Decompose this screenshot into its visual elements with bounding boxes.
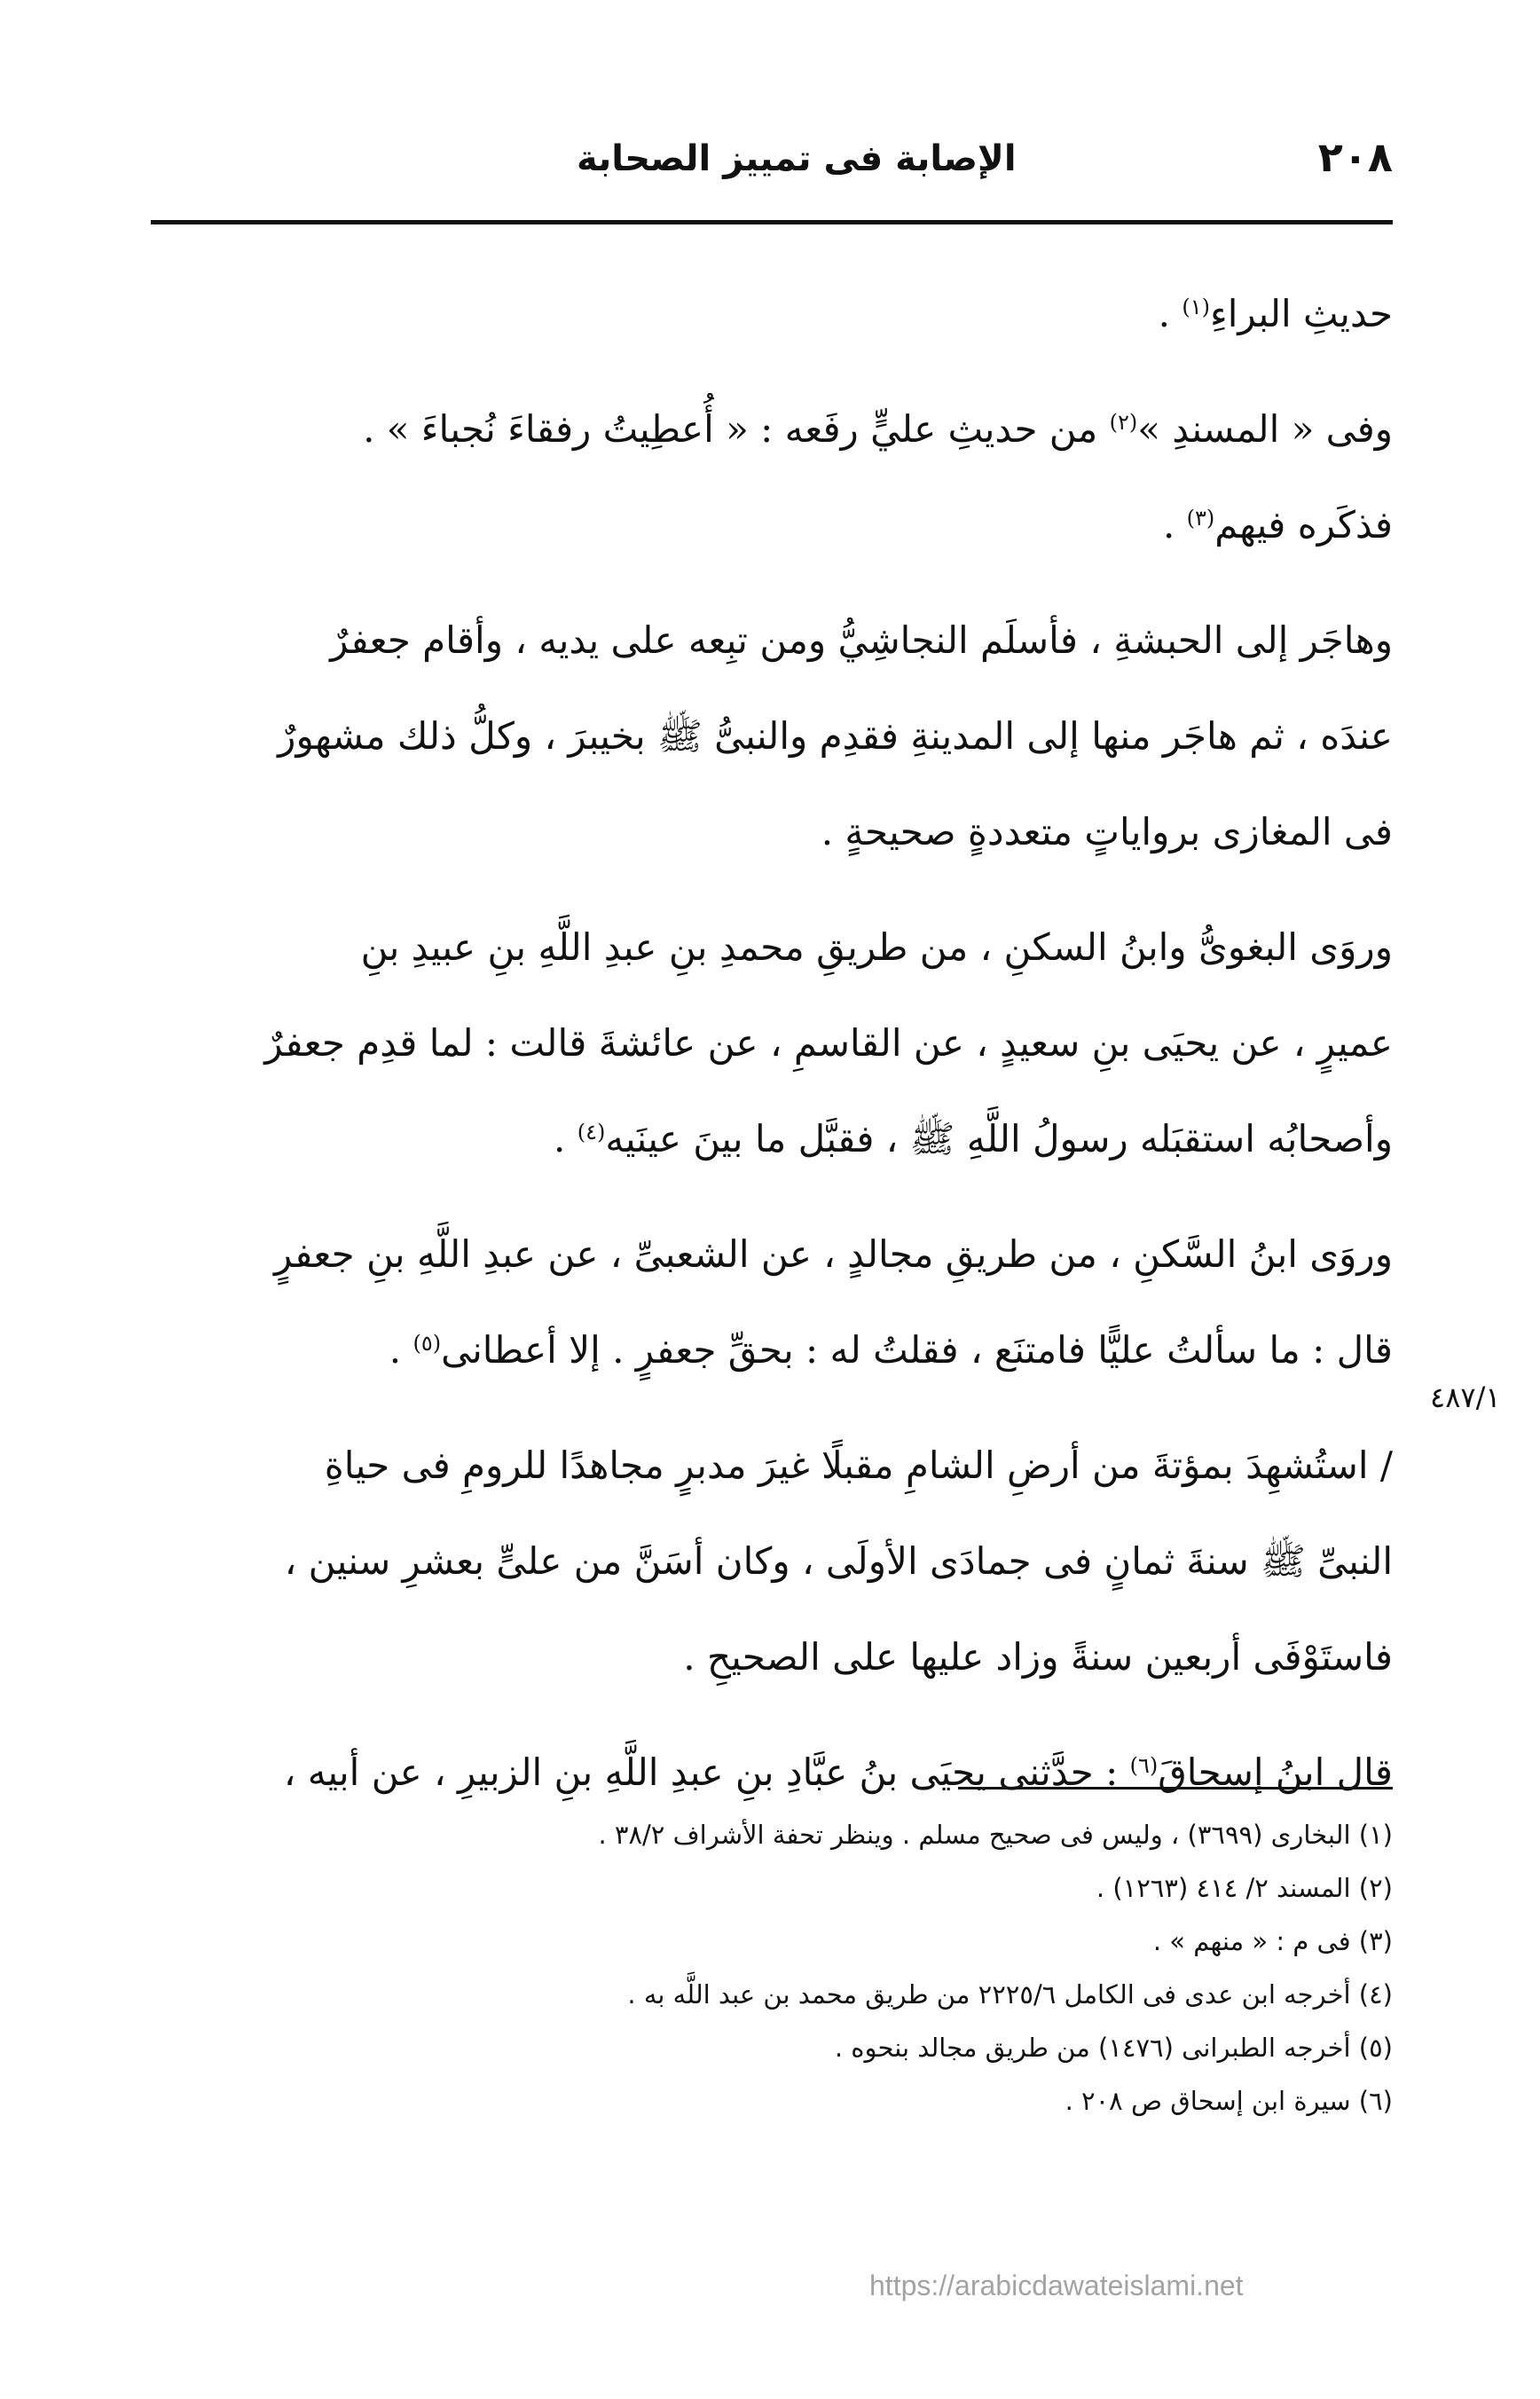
footnotes bbox=[151, 1808, 1393, 2128]
line-text-continued: . bbox=[553, 1117, 578, 1160]
paragraph bbox=[151, 1418, 1393, 1705]
line-text: وفى « المسندِ » bbox=[1137, 407, 1393, 451]
footnote-item: (٢) المسند ٢/ ٤١٤ (١٢٦٣) . bbox=[1096, 1873, 1393, 1903]
footnote-marker[interactable]: (٤) bbox=[577, 1120, 606, 1144]
text-line bbox=[151, 593, 1393, 688]
text-line bbox=[151, 266, 1393, 362]
line-text: فاستَوْفَى أربعين سنةً وزاد عليها على الصحيحِ . bbox=[683, 1635, 1393, 1679]
footnote-marker[interactable]: (١) bbox=[1182, 295, 1210, 319]
page-header bbox=[151, 133, 1393, 195]
line-text: النبىِّ ﷺ سنةَ ثمانٍ فى جمادَى الأولَى ، وكان أسَنَّ من علىٍّ بعشرِ سنين ، bbox=[284, 1539, 1393, 1583]
paragraph bbox=[151, 593, 1393, 880]
line-text: وأصحابُه استقبَله رسولُ اللَّهِ ﷺ ، فقبَّل ما بينَ عينَيه bbox=[605, 1117, 1393, 1160]
line-text-continued: . bbox=[389, 1328, 413, 1372]
text-line bbox=[151, 900, 1393, 995]
line-text: قال : ما سألتُ عليًّا فامتنَع ، فقلتُ له : بحقِّ جعفرٍ . إلا أعطانى bbox=[441, 1328, 1393, 1372]
text-line bbox=[151, 1514, 1393, 1609]
footnote-marker[interactable]: (٢) bbox=[1109, 410, 1138, 435]
footnote-marker[interactable]: (٦) bbox=[1129, 1753, 1159, 1778]
footnote-item: (٥) أخرجه الطبرانى (١٤٧٦) من طريق مجالد بنحوه . bbox=[834, 2033, 1393, 2063]
line-text: فى المغازى برواياتٍ متعددةٍ صحيحةٍ . bbox=[821, 810, 1393, 853]
text-line bbox=[151, 477, 1393, 573]
footnote-marker[interactable]: (٣) bbox=[1186, 506, 1215, 531]
paragraph bbox=[151, 381, 1393, 573]
line-text: وروَى البغوىُّ وابنُ السكنِ ، من طريقِ محمدِ بنِ عبدِ اللَّهِ بنِ عبيدِ بنِ bbox=[360, 925, 1393, 969]
paragraph bbox=[151, 1725, 1393, 1821]
margin-volume-page-note: ٤٨٧/١ bbox=[1430, 1380, 1501, 1414]
text-line bbox=[151, 381, 1393, 477]
paragraph bbox=[151, 266, 1393, 362]
page-number: ٢٠٨ bbox=[1317, 133, 1393, 181]
line-text: / استُشهِدَ بمؤتةَ من أرضِ الشامِ مقبلًا غيرَ مدبرٍ مجاهدًا للرومِ فى حياةِ bbox=[324, 1443, 1393, 1487]
line-text: حديثِ البراءِ bbox=[1209, 292, 1393, 335]
line-text-continued: : حدَّثنى يحيَى بنُ عبَّادِ بنِ عبدِ اللَّهِ بنِ الزبيرِ ، عن أبيه ، bbox=[283, 1750, 1130, 1794]
line-text: فذكَره فيهم bbox=[1214, 503, 1393, 547]
paragraph bbox=[151, 1207, 1393, 1398]
text-line bbox=[151, 1725, 1393, 1821]
text-line bbox=[151, 1609, 1393, 1705]
paragraph bbox=[151, 900, 1393, 1187]
line-text: عميرٍ ، عن يحيَى بنِ سعيدٍ ، عن القاسمِ ، عن عائشةَ قالت : لما قدِم جعفرٌ bbox=[264, 1021, 1393, 1065]
line-text: وروَى ابنُ السَّكنِ ، من طريقِ مجالدٍ ، عن الشعبىِّ ، عن عبدِ اللَّهِ بنِ جعفرٍ bbox=[273, 1232, 1393, 1276]
line-text: عندَه ، ثم هاجَر منها إلى المدينةِ فقدِم والنبىُّ ﷺ بخيبرَ ، وكلُّ ذلك مشهورٌ bbox=[278, 714, 1393, 758]
line-text-continued: . bbox=[1158, 292, 1182, 335]
footnote-item: (٤) أخرجه ابن عدى فى الكامل ٢٢٢٥/٦ من طريق محمد بن عبد اللَّه به . bbox=[627, 1979, 1393, 2010]
header-divider bbox=[151, 220, 1393, 224]
text-line bbox=[151, 995, 1393, 1091]
text-line bbox=[151, 688, 1393, 784]
line-text: وهاجَر إلى الحبشةِ ، فأسلَم النجاشِيُّ ومن تبِعه على يديه ، وأقام جعفرٌ bbox=[330, 618, 1393, 662]
footnote-item: (١) البخارى (٣٦٩٩) ، وليس فى صحيح مسلم . وينظر تحفة الأشراف ٣٨/٢ . bbox=[598, 1820, 1393, 1850]
footnote-item: (٣) فى م : « منهم » . bbox=[1152, 1926, 1393, 1956]
line-text-continued: . bbox=[1162, 503, 1187, 547]
main-text bbox=[151, 266, 1393, 1840]
text-line bbox=[151, 1302, 1393, 1398]
text-line bbox=[151, 1207, 1393, 1302]
text-line bbox=[151, 1091, 1393, 1187]
text-line bbox=[151, 1418, 1393, 1514]
footnote-divider bbox=[958, 1787, 1393, 1789]
footnote-marker[interactable]: (٥) bbox=[412, 1331, 442, 1356]
text-line bbox=[151, 784, 1393, 880]
watermark-url: https://arabicdawateislami.net bbox=[869, 2269, 1244, 2301]
running-title: الإصابة فى تمييز الصحابة bbox=[577, 138, 1017, 179]
line-text: قال ابنُ إسحاقَ bbox=[1158, 1750, 1393, 1794]
line-text-continued: من حديثِ عليٍّ رفَعه : « أُعطِيتُ رفقاءَ نُجباءَ » . bbox=[363, 407, 1110, 451]
footnote-item: (٦) سيرة ابن إسحاق ص ٢٠٨ . bbox=[1065, 2086, 1393, 2116]
